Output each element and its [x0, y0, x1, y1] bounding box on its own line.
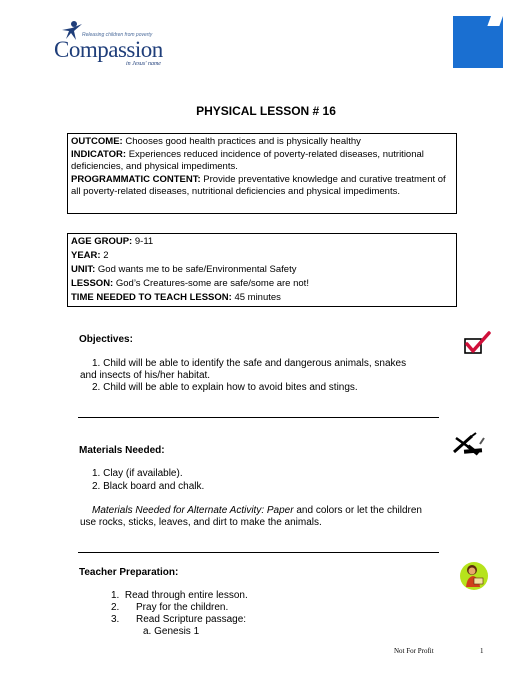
lesson-line: [71, 278, 453, 290]
outcome-text: Chooses good health practices and is physically healthy: [122, 136, 361, 147]
unit-line: [71, 264, 453, 276]
time-label: TIME NEEDED TO TEACH LESSON:: [71, 292, 232, 303]
alternate-activity-text: and colors or let the children: [293, 505, 422, 516]
outcome-label: OUTCOME:: [71, 136, 123, 147]
time-value: 45 minutes: [231, 292, 281, 303]
teacher-reading-icon: [459, 561, 489, 591]
unit-label: UNIT:: [71, 264, 96, 275]
age-group-value: 9-11: [132, 236, 154, 247]
materials-heading: Materials Needed:: [79, 445, 165, 456]
objective-item-1a: 1. Child will be able to identify the safe and dangerous animals, snakes: [92, 358, 407, 369]
page-title: PHYSICAL LESSON # 16: [196, 104, 336, 118]
compassion-logo: [52, 20, 172, 70]
unit-value: God wants me to be safe/Environmental Safety: [95, 264, 297, 275]
section-divider-2: [78, 552, 439, 553]
material-item-1: 1. Clay (if available).: [92, 468, 183, 479]
lesson-label: LESSON:: [71, 278, 114, 289]
outcome-box: [67, 133, 457, 214]
checkbox-check-icon: [462, 331, 492, 357]
year-line: [71, 250, 453, 262]
programmatic-line: [71, 174, 453, 198]
footer-page-number: 1: [480, 647, 484, 655]
logo-brand: Compassion: [54, 37, 163, 62]
prep-item-1: 1. Read through entire lesson.: [111, 590, 248, 601]
section-divider: [78, 417, 439, 418]
programmatic-text: Provide preventative knowledge and curative treatment of all poverty-related diseases, nutritional deficiencies and physical impediments.: [71, 174, 446, 197]
age-group-line: [71, 236, 453, 248]
outcome-line: [71, 136, 453, 148]
alternate-activity-line-2: use rocks, sticks, leaves, and dirt to make the animals.: [80, 517, 322, 528]
indicator-label: INDICATOR:: [71, 149, 127, 160]
art-supplies-icon: [450, 432, 486, 456]
prep-item-2: 2. Pray for the children.: [111, 602, 229, 613]
year-value: 2: [100, 250, 109, 261]
prep-item-3a: a. Genesis 1: [143, 626, 200, 637]
lesson-info-box: [67, 233, 457, 307]
indicator-line: [71, 149, 453, 173]
alternate-activity-label: Materials Needed for Alternate Activity: Paper: [92, 505, 294, 516]
time-line: [71, 292, 453, 304]
material-item-2: 2. Black board and chalk.: [92, 481, 205, 492]
objective-item-2: 2. Child will be able to explain how to avoid bites and stings.: [92, 382, 358, 393]
objective-item-1b: and insects of his/her habitat.: [80, 370, 211, 381]
logo-tagline: Releasing children from poverty: [82, 32, 153, 38]
objectives-heading: Objectives:: [79, 334, 133, 345]
indicator-text: Experiences reduced incidence of poverty-related diseases, nutritional deficiencies, and physical impediments.: [71, 149, 424, 172]
teacher-prep-heading: Teacher Preparation:: [79, 567, 179, 578]
age-group-label: AGE GROUP:: [71, 236, 133, 247]
corner-blue-block: [453, 16, 503, 68]
alternate-activity-line: [92, 505, 422, 517]
footer-not-for-profit: Not For Profit: [394, 647, 434, 655]
lesson-value: God’s Creatures-some are safe/some are not!: [113, 278, 309, 289]
logo-subtitle: in Jesus' name: [126, 61, 161, 67]
prep-item-3: 3. Read Scripture passage:: [111, 614, 247, 625]
year-label: YEAR:: [71, 250, 101, 261]
programmatic-label: PROGRAMMATIC CONTENT:: [71, 174, 201, 185]
